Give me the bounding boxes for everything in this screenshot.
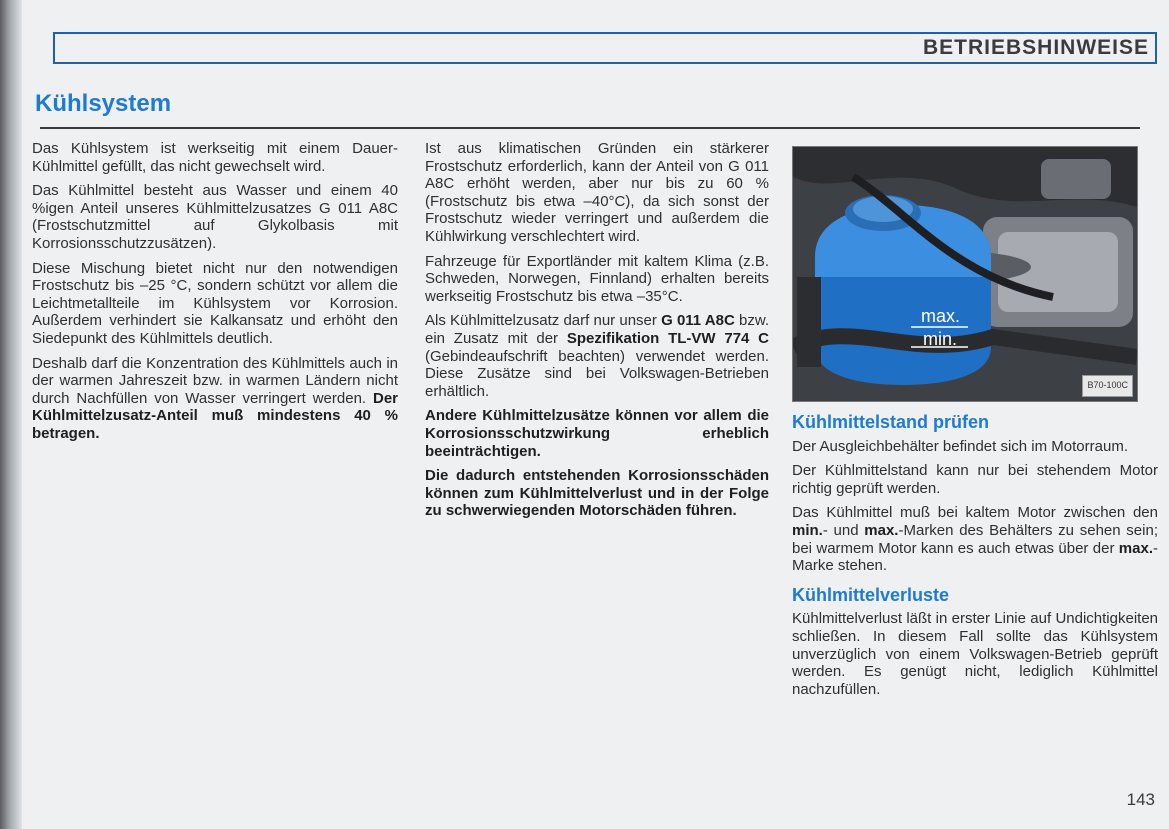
section-rule: [40, 127, 1140, 129]
paragraph: Das Kühlmittel besteht aus Wasser und einem 40 %igen Anteil unseres Kühlmittelzusatzes G 011 A8C (Frostschutzmittel auf Glykolbasis mit Korrosionsschutzzusätzen).: [32, 182, 398, 252]
paragraph-text: -Marke stehen.: [792, 539, 1158, 575]
header-bar: [53, 32, 1157, 64]
section-title: Kühlsystem: [35, 90, 172, 117]
min-mark-label: min.: [923, 329, 958, 349]
paragraph-text: Als Kühlmittelzusatz darf nur unser: [425, 312, 662, 330]
paragraph: Kühlmittelverlust läßt in erster Linie auf Undichtigkeiten schließen. In diesem Fall sollte das Kühlsystem unverzüglich von einem Volkswagen-Betrieb geprüft werden. Es genügt nicht, lediglich Kühlmittel nachzufüllen.: [792, 610, 1158, 698]
product-code: G 011 A8C: [661, 312, 735, 330]
warning-text: Der Kühlmittelzusatz-Anteil muß mindestens 40 % betragen.: [32, 389, 398, 442]
photo-code: B70-100C: [1082, 375, 1133, 397]
max-mark-label: max.: [921, 306, 961, 326]
coolant-reservoir-photo: [792, 146, 1138, 402]
min-mark-text: min.: [792, 521, 823, 539]
max-mark-text: max.: [1118, 539, 1153, 557]
subheading-coolant-loss: Kühlmittelverluste: [792, 584, 950, 605]
paragraph: Diese Mischung bietet nicht nur den notwendigen Frostschutz bis –25 °C, sondern schützt vor allem die Leichtmetallteile im Kühlsystem vor Korrosion. Außerdem verhindert sie Kalkansatz und erhöht den Siedepunkt des Kühlmittels deutlich.: [32, 259, 398, 347]
warning-paragraph: Die dadurch entstehenden Korrosionsschäden können zum Kühlmittelverlust und in der Folge zu schwerwiegenden Motorschäden führen.: [425, 467, 769, 520]
engine-bay-illustration: [793, 147, 1137, 401]
paragraph: Das Kühlsystem ist werkseitig mit einem Dauer-Kühlmittel gefüllt, das nicht gewechselt wird.: [32, 140, 398, 175]
paragraph: Der Ausgleichbehälter befindet sich im Motorraum.: [792, 437, 1128, 455]
paragraph: [425, 312, 769, 400]
paragraph-text: - und: [822, 521, 865, 539]
paragraph-text: bzw. ein Zusatz mit der: [425, 312, 770, 347]
max-mark-text: max.: [864, 521, 899, 539]
header-title: BETRIEBSHINWEISE: [922, 36, 1149, 59]
subheading-coolant-level: Kühlmittelstand prüfen: [792, 412, 989, 432]
paragraph-text: Das Kühlmittel muß bei kaltem Motor zwischen den: [792, 504, 1158, 522]
paragraph: Der Kühlmittelstand kann nur bei stehendem Motor richtig geprüft werden.: [792, 462, 1158, 497]
paragraph: [792, 504, 1158, 574]
page-binding-shadow: [0, 0, 22, 829]
paragraph-text: Deshalb darf die Konzentration des Kühlmittels auch in der warmen Jahreszeit bzw. in warmen Ländern nicht durch Nachfüllen von Wasser verringert werden.: [32, 354, 398, 407]
paragraph-text: (Gebindeaufschrift beachten) verwendet werden. Diese Zusätze sind bei Volkswagen-Betrieben erhältlich.: [425, 347, 769, 400]
column-2: [425, 140, 769, 527]
column-1: [32, 140, 398, 450]
paragraph-text: -Marken des Behälters zu sehen sein; bei warmem Motor kann es auch etwas über der: [792, 521, 1158, 557]
page-number: 143: [1126, 790, 1155, 809]
warning-paragraph: Andere Kühlmittelzusätze können vor allem die Korrosionsschutzwirkung erheblich beeinträchtigen.: [425, 407, 769, 460]
paragraph: [32, 355, 398, 443]
paragraph: Ist aus klimatischen Gründen ein stärkerer Frostschutz erforderlich, kann der Anteil von G 011 A8C erhöht werden, aber nur bis zu 60 % (Frostschutz bis etwa –40°C), da sich sonst der Frostschutz wieder verringert und außerdem die Kühlwirkung verschlechtert wird.: [425, 140, 769, 245]
column-3: [792, 146, 1158, 705]
paragraph: Fahrzeuge für Exportländer mit kaltem Klima (z.B. Schweden, Norwegen, Finnland) erhalten bereits werkseitig Frostschutz bis etwa –35°C.: [425, 252, 769, 305]
specification: Spezifikation TL-VW 774 C: [566, 329, 769, 347]
